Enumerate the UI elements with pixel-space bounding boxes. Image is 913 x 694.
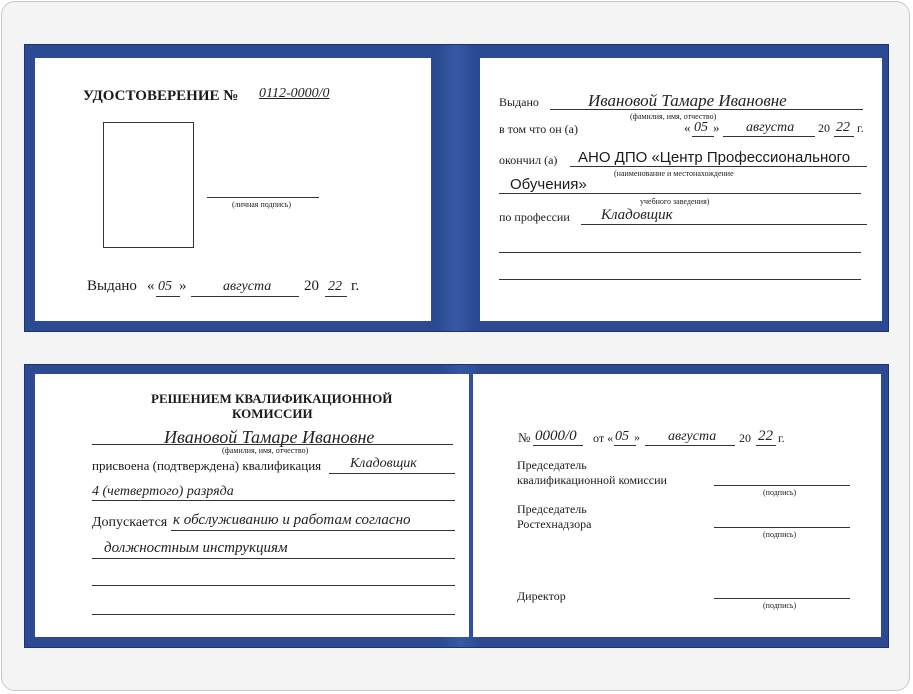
year-prefix: 20 [304,278,319,294]
chair1-title-1: Председатель [517,458,587,472]
name-caption: (фамилия, имя, отчество) [630,112,717,121]
completion-day: 05 [694,120,708,135]
year-line [756,445,776,446]
qualification-value: Кладовщик [350,456,417,471]
signature-caption: (подпись) [763,601,797,610]
year-prefix: 20 [818,121,830,135]
photo-placeholder [103,122,194,248]
signature-caption: (подпись) [763,530,797,539]
day-line [156,296,180,297]
institution-line-2 [499,193,861,194]
director-title: Директор [517,589,566,603]
admitted-line-1 [171,530,455,531]
blank-line [499,279,861,280]
admitted-label: Допускается [92,515,168,530]
qualification-right-page [473,374,881,637]
chair1-title-2: квалификационной комиссии [517,473,667,487]
protocol-year: 22 [758,428,773,444]
quote-close: » [634,430,640,444]
protocol-day: 05 [615,429,629,444]
qualification-left-page [35,374,469,637]
qualification-line [329,473,455,474]
decision-heading-2: КОМИССИИ [232,406,313,421]
chair2-signature-line [714,527,850,528]
certificate-right-page [480,58,882,321]
name-caption: (фамилия, имя, отчество) [222,446,309,455]
year-suffix: г. [857,121,864,135]
signature-line [207,197,319,198]
year-suffix: г. [351,278,360,294]
issued-day: 05 [158,279,172,294]
month-line [191,296,299,297]
certificate-cover-back [24,364,889,648]
year-prefix: 20 [739,431,751,445]
institution-caption-1: (наименование и местонахождение [614,169,734,178]
certificate-number: 0112-0000/0 [259,86,330,101]
day-line [614,445,636,446]
certificate-cover-front [24,44,889,332]
protocol-line [533,445,583,446]
admitted-text-2: должностным инструкциям [104,540,288,556]
admitted-line-2 [92,558,455,559]
day-line [692,136,714,137]
recipient-name: Ивановой Тамаре Ивановне [588,91,787,110]
signature-caption: (личная подпись) [232,200,292,209]
director-signature-line [714,598,850,599]
grade-line [92,500,455,501]
institution-line-1 [570,166,867,167]
profession-value: Кладовщик [601,207,673,223]
from-label: от « [593,431,614,445]
quote-close: » [713,120,720,135]
blank-line [92,585,455,586]
holder-name: Ивановой Тамаре Ивановне [164,427,375,447]
admitted-text-1: к обслуживанию и работам согласно [173,512,411,528]
quote-close: » [179,278,187,294]
protocol-month: августа [668,429,717,444]
grade-value: 4 (четвертого) разряда [92,484,234,499]
protocol-number: 0000/0 [535,428,577,444]
chair2-title-1: Председатель [517,502,587,516]
quote-open: « [147,278,155,294]
issued-month: августа [223,279,272,294]
institution-text-2: Обучения» [510,176,587,193]
blank-line [92,614,455,615]
certificate-left-page [35,58,431,321]
that-label: в том что он (а) [499,122,578,136]
certificate-title: УДОСТОВЕРЕНИЕ № [83,88,239,104]
completion-month: августа [746,120,795,135]
year-suffix: г. [778,431,785,445]
issued-label: Выдано [499,95,539,109]
issued-year: 22 [328,279,342,294]
signature-caption: (подпись) [763,488,797,497]
year-line [325,296,347,297]
year-line [834,136,854,137]
chair2-title-2: Ростехнадзора [517,517,592,531]
institution-caption-2: учебного заведения) [640,197,710,206]
chair1-signature-line [714,485,850,486]
profession-label: по профессии [499,210,570,224]
profession-line [581,224,867,225]
protocol-no-label: № [518,430,531,445]
finished-label: окончил (а) [499,153,558,167]
quote-open: « [684,120,691,135]
month-line [723,136,815,137]
assigned-label: присвоена (подтверждена) квалификация [92,458,322,473]
issued-label: Выдано [87,278,137,294]
institution-text-1: АНО ДПО «Центр Профессионального [578,149,851,166]
cover-spine [433,45,479,331]
month-line [645,445,735,446]
blank-line [499,252,861,253]
completion-year: 22 [836,120,850,135]
decision-heading-1: РЕШЕНИЕМ КВАЛИФИКАЦИОННОЙ [151,391,393,406]
